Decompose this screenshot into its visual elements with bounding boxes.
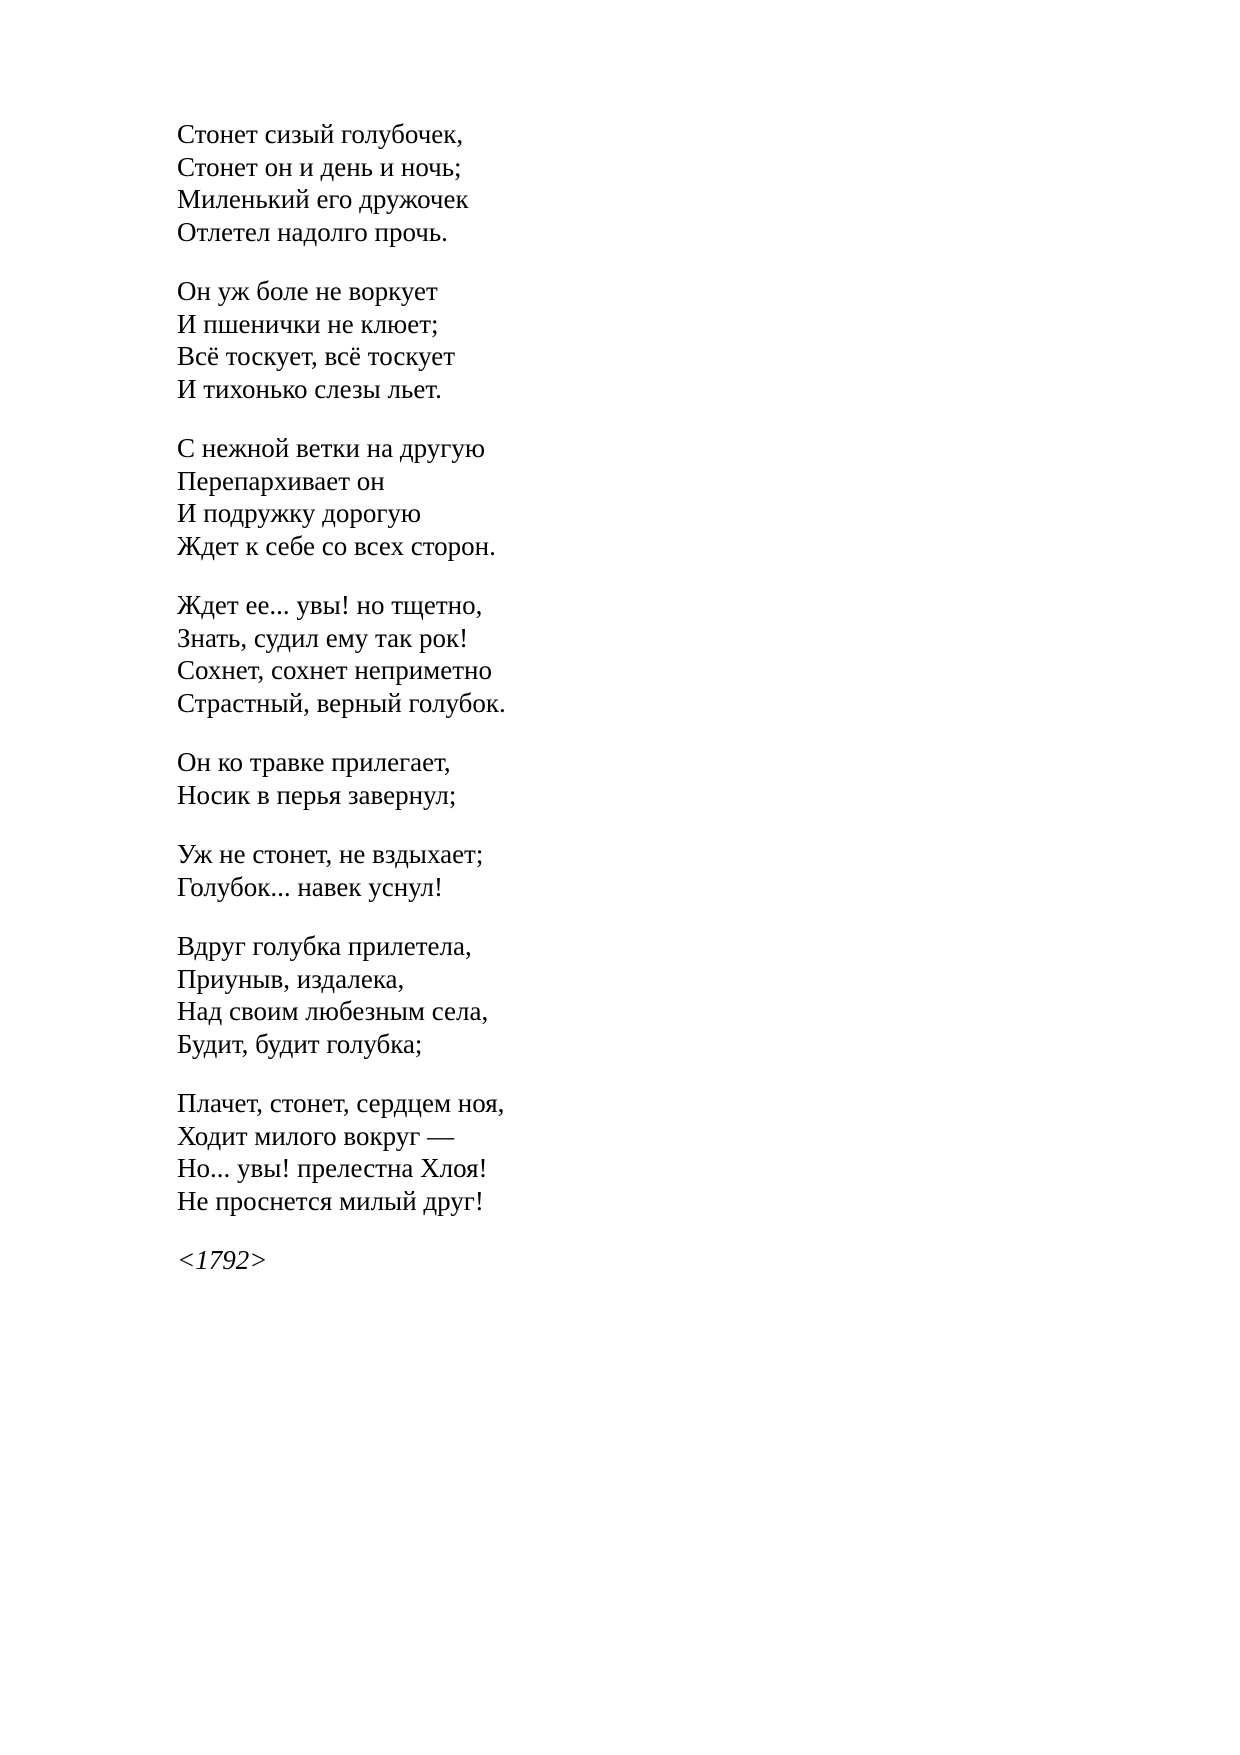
poem-line: Знать, судил ему так рок! [177,622,469,653]
poem-line: Страстный, верный голубок. [177,687,506,718]
stanza-3 [177,432,1077,562]
stanza-7 [177,930,1077,1060]
stanza-4 [177,589,1077,719]
poem-line: Уж не стонет, не вздыхает; [177,839,484,869]
poem-line: И пшенички не клюет; [177,308,439,339]
poem-line: Но... увы! прелестна Хлоя! [177,1153,488,1183]
poem-line: Носик в перья завернул; [177,779,457,810]
poem-line: Ждет к себе со всех сторон. [177,530,496,561]
stanza-5 [177,746,1077,811]
poem-line: Он уж боле не воркует [177,276,438,306]
stanza-1 [177,118,1077,248]
poem-line: Сохнет, сохнет неприметно [177,655,492,685]
poem-line: С нежной ветки на другую [177,433,485,463]
poem-line: Над своим любезным села, [177,996,489,1026]
poem-line: Стонет сизый голубочек, [177,119,464,149]
poem-line: И тихонько слезы льет. [177,373,442,404]
poem-line: Перепархивает он [177,465,385,496]
stanza-6 [177,838,1077,903]
poem-line: Ждет ее... увы! но тщетно, [177,590,483,620]
poem-line: Плачет, стонет, сердцем ноя, [177,1088,505,1118]
poem-line: Будит, будит голубка; [177,1028,423,1059]
poem-line: Стонет он и день и ночь; [177,151,462,182]
poem-line: Отлетел надолго прочь. [177,216,448,247]
poem-text [177,118,1077,1277]
poem-date: <1792> [177,1245,268,1275]
poem-line: Голубок... навек уснул! [177,871,443,902]
poem-line: Не проснется милый друг! [177,1185,484,1216]
stanza-8 [177,1087,1077,1217]
poem-line: Всё тоскует, всё тоскует [177,341,456,371]
poem-line: И подружку дорогую [177,498,422,528]
stanza-2 [177,275,1077,405]
poem-line: Миленький его дружочек [177,184,469,214]
poem-line: Приуныв, издалека, [177,963,405,994]
poem-line: Вдруг голубка прилетела, [177,931,472,961]
poem-line: Ходит милого вокруг — [177,1120,455,1151]
poem-line: Он ко травке прилегает, [177,747,451,777]
